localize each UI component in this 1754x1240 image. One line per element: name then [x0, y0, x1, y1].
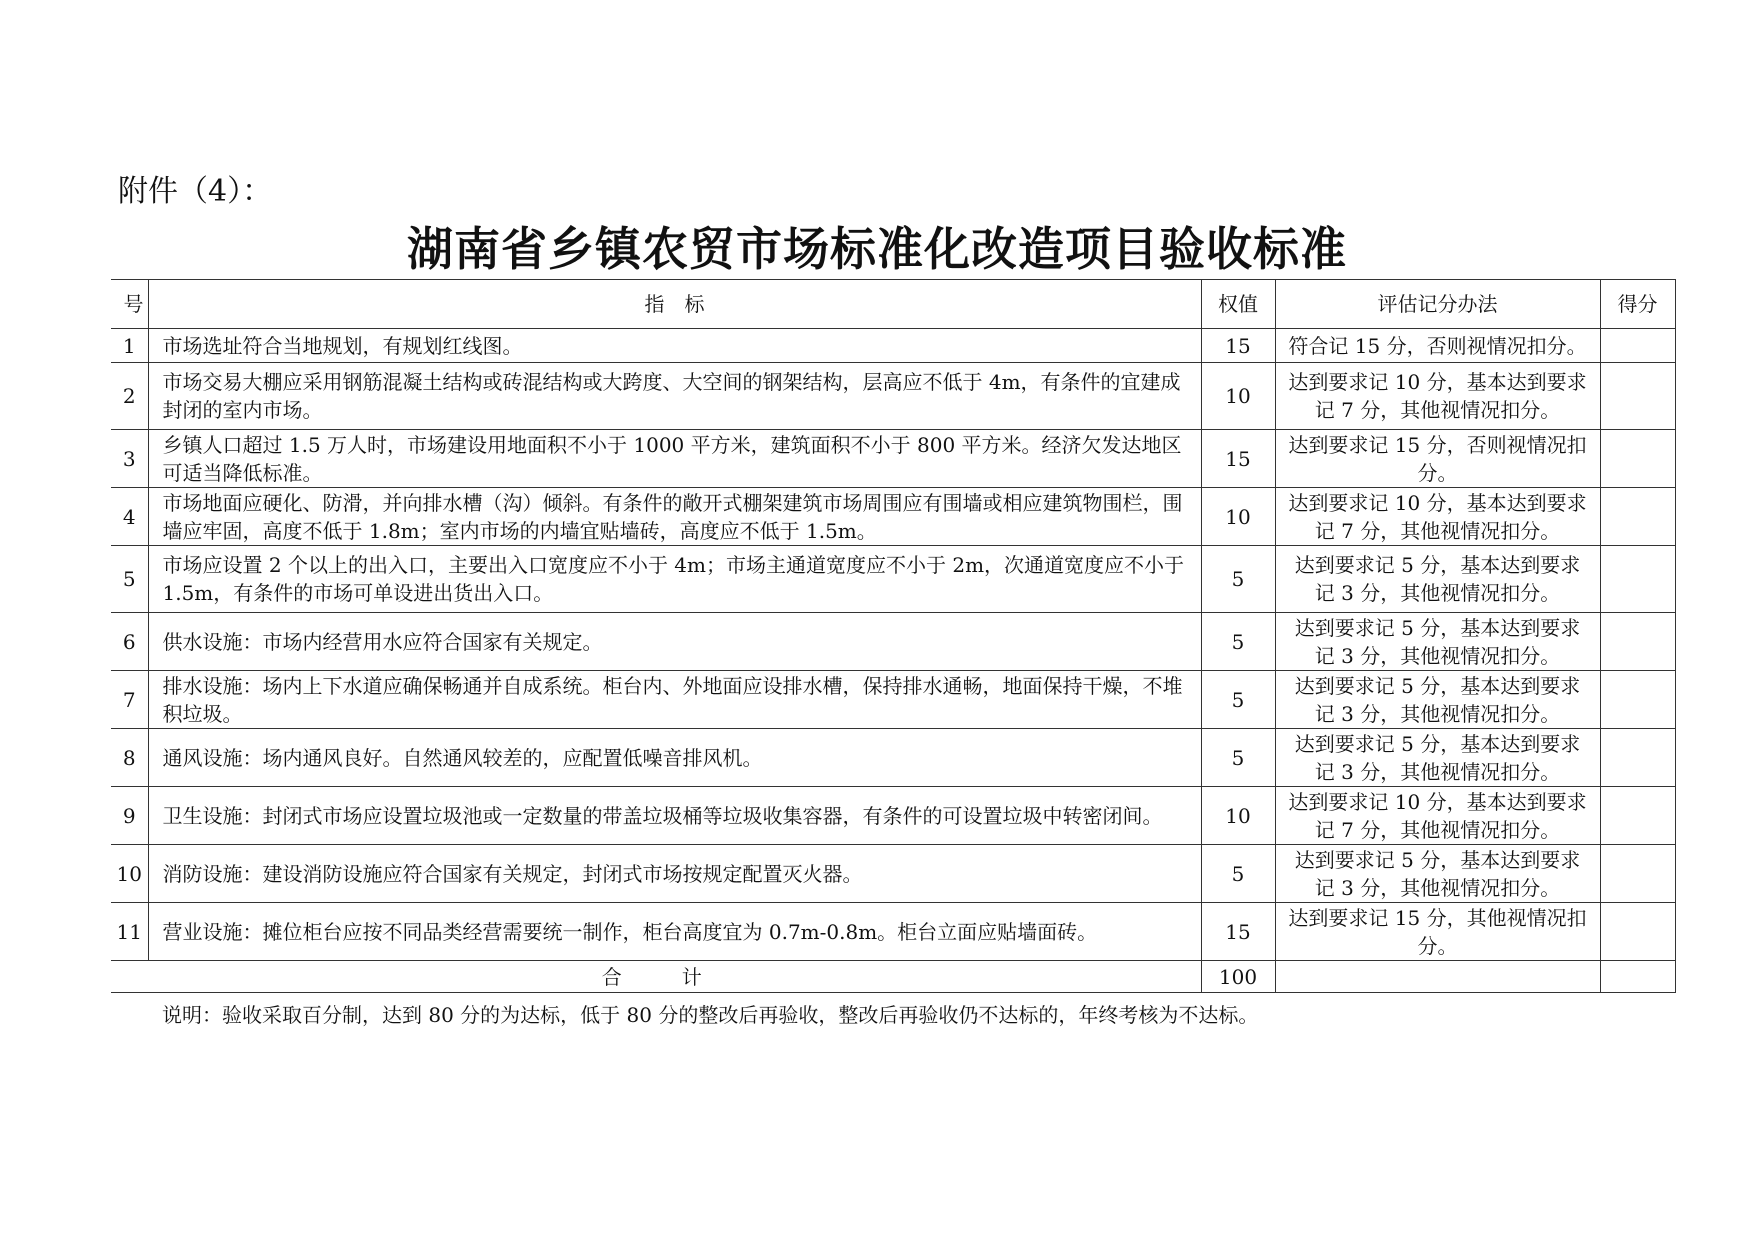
row-scoring-method: 达到要求记 5 分，基本达到要求记 3 分，其他视情况扣分。: [1275, 845, 1600, 903]
row-indicator: 消防设施：建设消防设施应符合国家有关规定，封闭式市场按规定配置灭火器。: [148, 845, 1201, 903]
row-weight: 15: [1201, 430, 1275, 488]
row-score-cell: [1600, 329, 1675, 363]
row-weight: 10: [1201, 787, 1275, 845]
table-header-row: [111, 280, 1675, 329]
table-row: [111, 363, 1675, 430]
table-row: [111, 546, 1675, 613]
row-number: 11: [111, 903, 148, 961]
row-indicator: 营业设施：摊位柜台应按不同品类经营需要统一制作，柜台高度宜为 0.7m-0.8m。柜台立面应贴墙面砖。: [148, 903, 1201, 961]
row-number: 4: [111, 488, 148, 546]
row-weight: 5: [1201, 729, 1275, 787]
total-label: 合计: [111, 961, 1201, 993]
total-score-cell: [1600, 961, 1675, 993]
table-row: [111, 671, 1675, 729]
row-indicator: 市场应设置 2 个以上的出入口，主要出入口宽度应不小于 4m；市场主通道宽度应不小于 2m，次通道宽度应不小于 1.5m，有条件的市场可单设进出货出入口。: [148, 546, 1201, 613]
table-row: [111, 430, 1675, 488]
table-row: [111, 845, 1675, 903]
row-number: 9: [111, 787, 148, 845]
row-indicator: 排水设施：场内上下水道应确保畅通并自成系统。柜台内、外地面应设排水槽，保持排水通畅，地面保持干燥，不堆积垃圾。: [148, 671, 1201, 729]
row-scoring-method: 符合记 15 分，否则视情况扣分。: [1275, 329, 1600, 363]
table-row: [111, 787, 1675, 845]
row-score-cell: [1600, 613, 1675, 671]
row-weight: 15: [1201, 903, 1275, 961]
annex-label: 附件（4）：: [118, 174, 273, 209]
header-indicator: 指 标: [148, 280, 1201, 329]
table-row: [111, 729, 1675, 787]
row-weight: 5: [1201, 613, 1275, 671]
header-scoring-method: 评估记分办法: [1275, 280, 1600, 329]
row-scoring-method: 达到要求记 10 分，基本达到要求记 7 分，其他视情况扣分。: [1275, 787, 1600, 845]
header-score: 得分: [1600, 280, 1675, 329]
row-indicator: 市场交易大棚应采用钢筋混凝土结构或砖混结构或大跨度、大空间的钢架结构，层高应不低于 4m，有条件的宜建成封闭的室内市场。: [148, 363, 1201, 430]
row-score-cell: [1600, 430, 1675, 488]
row-scoring-method: 达到要求记 15 分，其他视情况扣分。: [1275, 903, 1600, 961]
row-weight: 5: [1201, 671, 1275, 729]
row-score-cell: [1600, 729, 1675, 787]
row-weight: 5: [1201, 546, 1275, 613]
row-scoring-method: 达到要求记 5 分，基本达到要求记 3 分，其他视情况扣分。: [1275, 546, 1600, 613]
row-indicator: 市场地面应硬化、防滑，并向排水槽（沟）倾斜。有条件的敞开式棚架建筑市场周围应有围墙或相应建筑物围栏，围墙应牢固，高度不低于 1.8m；室内市场的内墙宜贴墙砖，高度应不低于 1.5m。: [148, 488, 1201, 546]
row-scoring-method: 达到要求记 5 分，基本达到要求记 3 分，其他视情况扣分。: [1275, 613, 1600, 671]
row-score-cell: [1600, 845, 1675, 903]
row-number: 5: [111, 546, 148, 613]
explanation-note: 说明：验收采取百分制，达到 80 分的为达标，低于 80 分的整改后再验收，整改后再验收仍不达标的，年终考核为不达标。: [162, 1003, 1259, 1027]
header-number: 号: [111, 280, 148, 329]
row-number: 10: [111, 845, 148, 903]
row-weight: 10: [1201, 488, 1275, 546]
row-score-cell: [1600, 488, 1675, 546]
total-method-cell: [1275, 961, 1600, 993]
row-score-cell: [1600, 903, 1675, 961]
row-weight: 15: [1201, 329, 1275, 363]
total-weight: 100: [1201, 961, 1275, 993]
row-score-cell: [1600, 671, 1675, 729]
table-row: [111, 613, 1675, 671]
row-scoring-method: 达到要求记 15 分，否则视情况扣分。: [1275, 430, 1600, 488]
row-scoring-method: 达到要求记 5 分，基本达到要求记 3 分，其他视情况扣分。: [1275, 729, 1600, 787]
table-row: [111, 903, 1675, 961]
table-total-row: [111, 961, 1675, 993]
row-number: 8: [111, 729, 148, 787]
row-indicator: 卫生设施：封闭式市场应设置垃圾池或一定数量的带盖垃圾桶等垃圾收集容器，有条件的可设置垃圾中转密闭间。: [148, 787, 1201, 845]
row-number: 7: [111, 671, 148, 729]
row-indicator: 市场选址符合当地规划，有规划红线图。: [148, 329, 1201, 363]
row-weight: 10: [1201, 363, 1275, 430]
row-indicator: 通风设施：场内通风良好。自然通风较差的，应配置低噪音排风机。: [148, 729, 1201, 787]
document-title: 湖南省乡镇农贸市场标准化改造项目验收标准: [407, 222, 1347, 276]
row-scoring-method: 达到要求记 5 分，基本达到要求记 3 分，其他视情况扣分。: [1275, 671, 1600, 729]
row-weight: 5: [1201, 845, 1275, 903]
acceptance-standards-table: [111, 279, 1676, 993]
row-scoring-method: 达到要求记 10 分，基本达到要求记 7 分，其他视情况扣分。: [1275, 488, 1600, 546]
table-row: [111, 488, 1675, 546]
row-score-cell: [1600, 363, 1675, 430]
row-score-cell: [1600, 546, 1675, 613]
row-scoring-method: 达到要求记 10 分，基本达到要求记 7 分，其他视情况扣分。: [1275, 363, 1600, 430]
table-row: [111, 329, 1675, 363]
row-score-cell: [1600, 787, 1675, 845]
row-indicator: 供水设施：市场内经营用水应符合国家有关规定。: [148, 613, 1201, 671]
row-number: 1: [111, 329, 148, 363]
row-number: 6: [111, 613, 148, 671]
row-indicator: 乡镇人口超过 1.5 万人时，市场建设用地面积不小于 1000 平方米，建筑面积不小于 800 平方米。经济欠发达地区可适当降低标准。: [148, 430, 1201, 488]
row-number: 2: [111, 363, 148, 430]
header-weight: 权值: [1201, 280, 1275, 329]
row-number: 3: [111, 430, 148, 488]
